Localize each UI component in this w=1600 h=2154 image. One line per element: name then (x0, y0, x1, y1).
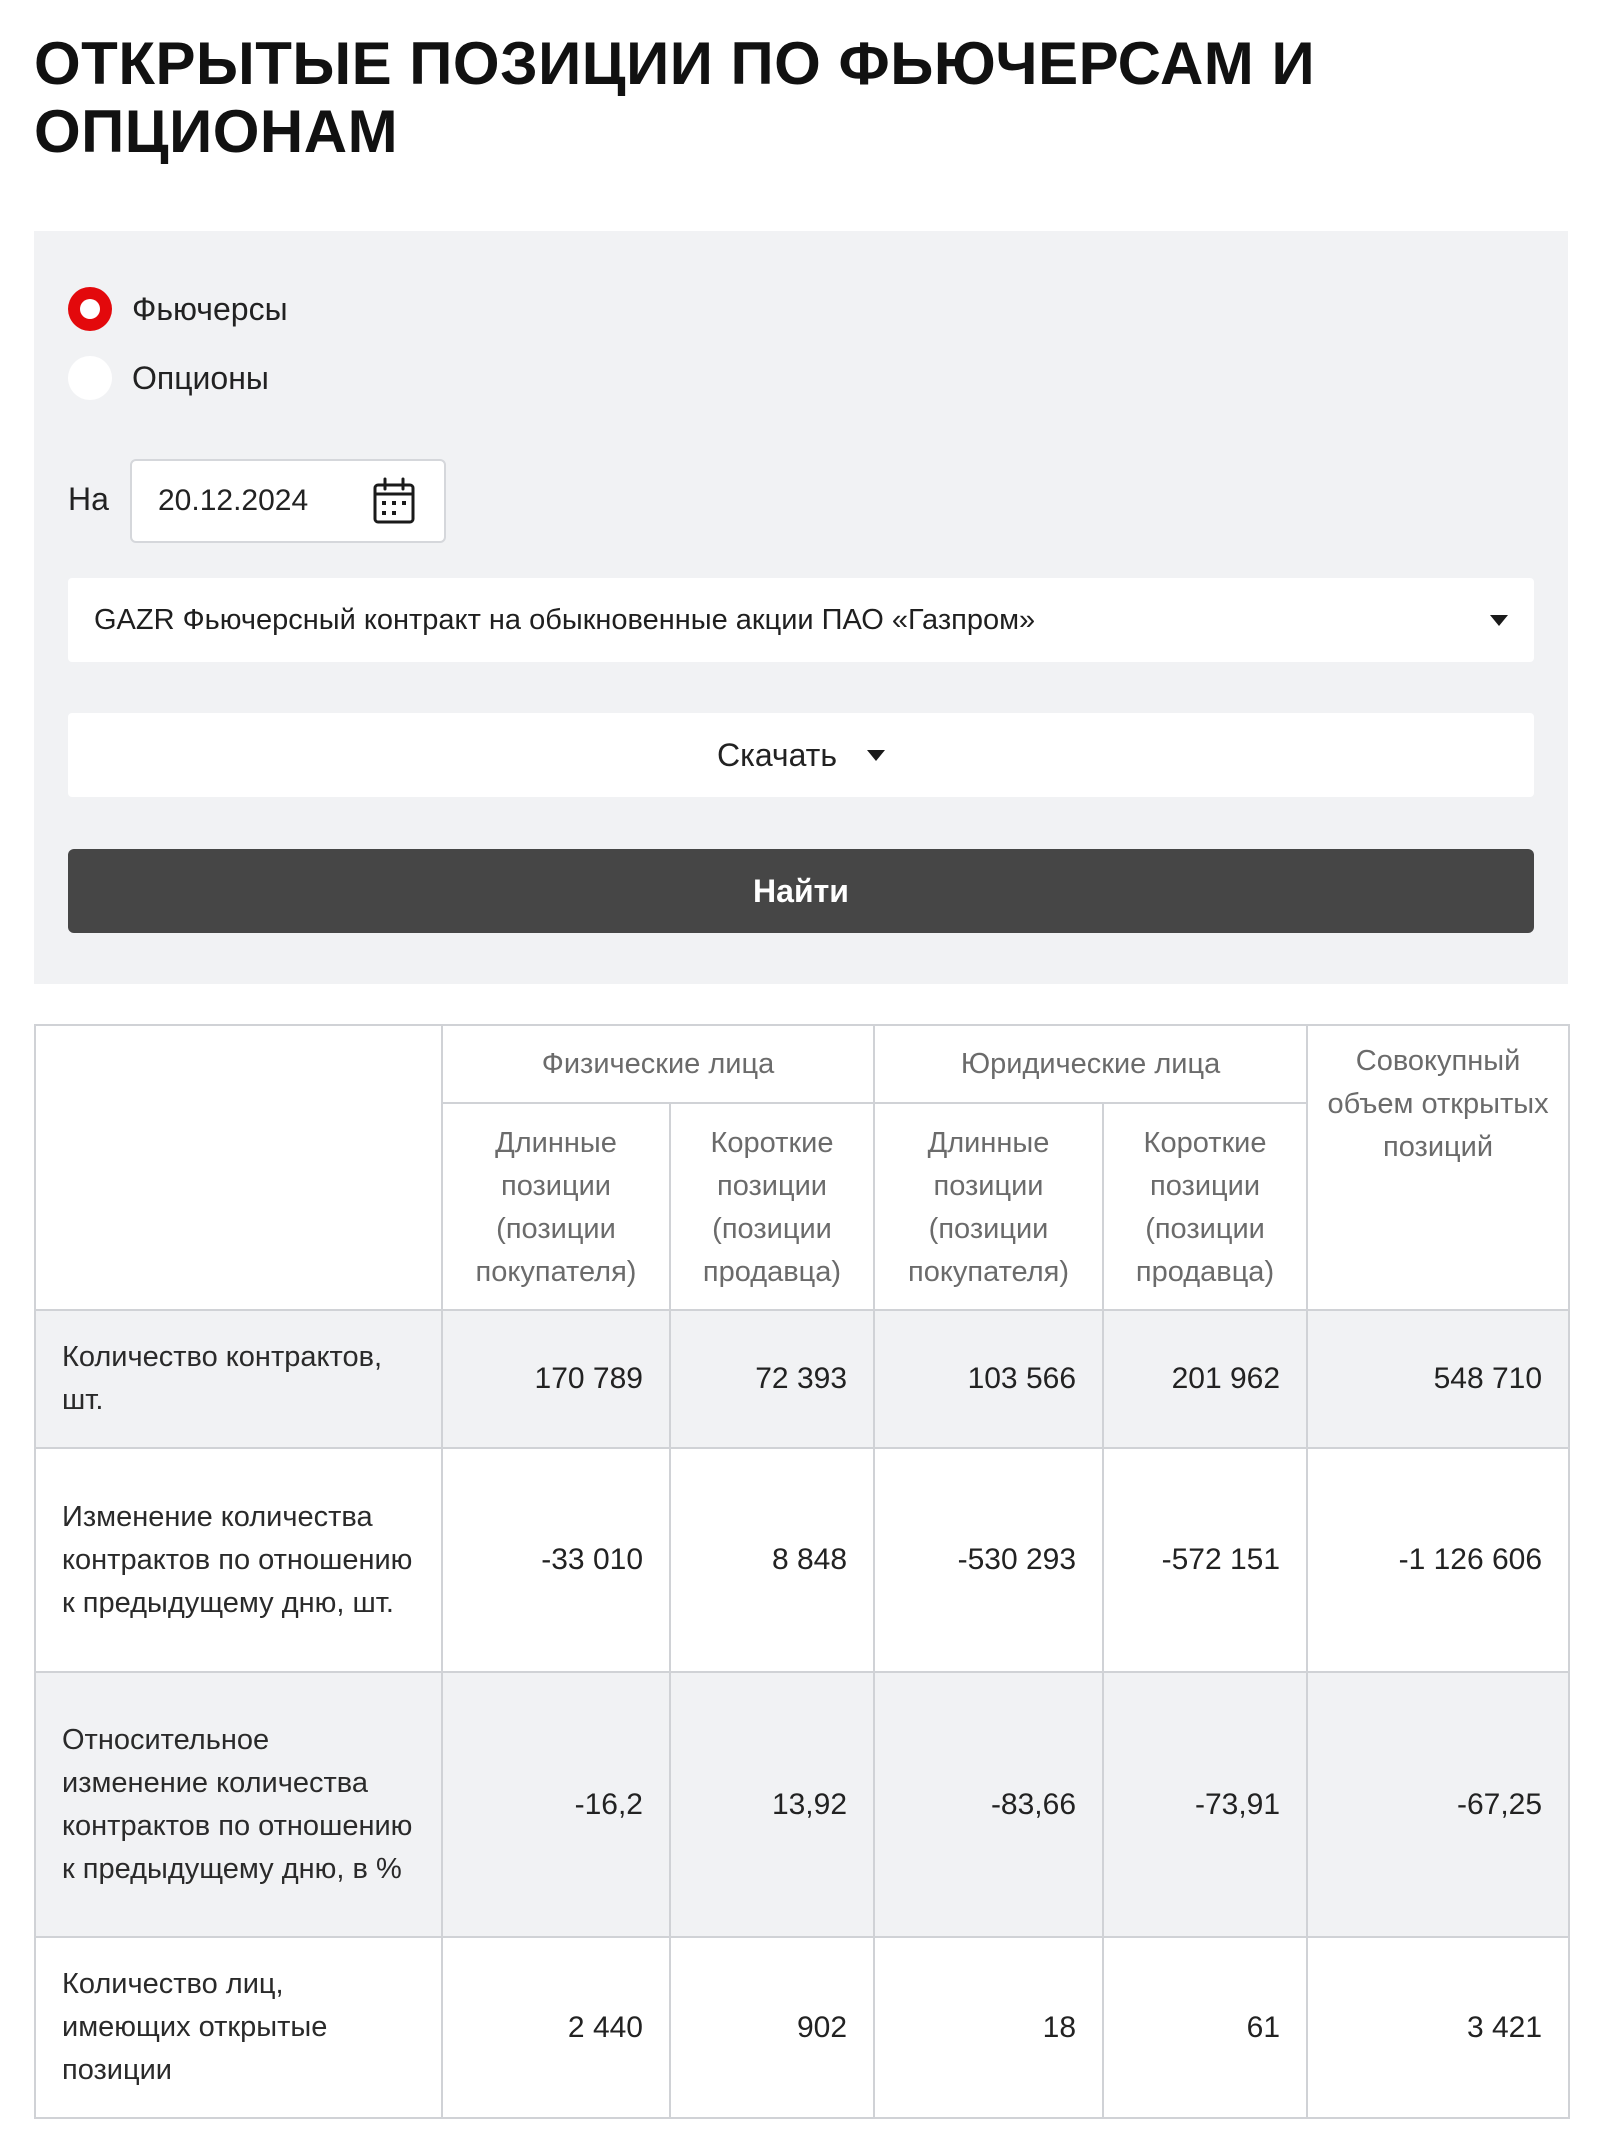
table-cell: 2 440 (442, 1937, 670, 2118)
table-corner-cell (35, 1025, 442, 1310)
table-cell: -83,66 (874, 1672, 1103, 1937)
radio-futures-indicator[interactable] (68, 287, 112, 331)
date-value: 20.12.2024 (158, 484, 309, 517)
find-button[interactable]: Найти (68, 849, 1534, 933)
table-cell: 170 789 (442, 1310, 670, 1448)
header-legal-long: Длинные позиции (позиции покупателя) (874, 1103, 1103, 1310)
table-cell: 103 566 (874, 1310, 1103, 1448)
header-individuals: Физические лица (442, 1025, 874, 1103)
radio-options[interactable] (68, 356, 269, 400)
table-cell: -16,2 (442, 1672, 670, 1937)
header-total-open-interest: Совокупный объем открытых позиций (1307, 1025, 1569, 1310)
table-row (35, 1937, 1569, 2118)
table-cell: 72 393 (670, 1310, 874, 1448)
table-cell: -67,25 (1307, 1672, 1569, 1937)
radio-options-indicator[interactable] (68, 356, 112, 400)
table-row (35, 1448, 1569, 1672)
calendar-icon[interactable] (372, 477, 416, 525)
open-positions-table (34, 1024, 1570, 2119)
table-cell: 902 (670, 1937, 874, 2118)
row-label: Количество лиц, имеющих открытые позиции (35, 1937, 442, 2118)
table-cell: 18 (874, 1937, 1103, 2118)
table-cell: 201 962 (1103, 1310, 1307, 1448)
download-button-label: Скачать (717, 736, 837, 773)
table-cell: 8 848 (670, 1448, 874, 1672)
table-cell: 13,92 (670, 1672, 874, 1937)
header-individuals-long: Длинные позиции (позиции покупателя) (442, 1103, 670, 1310)
table-cell: -572 151 (1103, 1448, 1307, 1672)
table-cell: -1 126 606 (1307, 1448, 1569, 1672)
date-label: На (68, 481, 109, 517)
table-cell: -33 010 (442, 1448, 670, 1672)
table-row (35, 1672, 1569, 1937)
header-legal-short: Короткие позиции (позиции продавца) (1103, 1103, 1307, 1310)
radio-futures[interactable] (68, 287, 288, 331)
filter-panel (34, 231, 1568, 984)
radio-futures-label: Фьючерсы (132, 290, 288, 327)
row-label: Изменение количества контрактов по отношению к предыдущему дню, шт. (35, 1448, 442, 1672)
table-row (35, 1310, 1569, 1448)
date-field[interactable] (130, 459, 446, 543)
table-cell: -530 293 (874, 1448, 1103, 1672)
radio-options-label: Опционы (132, 359, 269, 396)
table-cell: 548 710 (1307, 1310, 1569, 1448)
chevron-down-icon (867, 750, 885, 761)
chevron-down-icon[interactable] (1490, 615, 1508, 626)
contract-select[interactable] (68, 578, 1534, 662)
download-button[interactable] (68, 713, 1534, 797)
page-title: ОТКРЫТЫЕ ПОЗИЦИИ ПО ФЬЮЧЕРСАМ И ОПЦИОНАМ (34, 30, 1316, 165)
row-label: Количество контрактов, шт. (35, 1310, 442, 1448)
table-cell: 3 421 (1307, 1937, 1569, 2118)
header-individuals-short: Короткие позиции (позиции продавца) (670, 1103, 874, 1310)
table-cell: 61 (1103, 1937, 1307, 2118)
header-legal-entities: Юридические лица (874, 1025, 1307, 1103)
table-cell: -73,91 (1103, 1672, 1307, 1937)
contract-select-value: GAZR Фьючерсный контракт на обыкновенные акции ПАО «Газпром» (94, 603, 1036, 636)
row-label: Относительное изменение количества контрактов по отношению к предыдущему дню, в % (35, 1672, 442, 1937)
